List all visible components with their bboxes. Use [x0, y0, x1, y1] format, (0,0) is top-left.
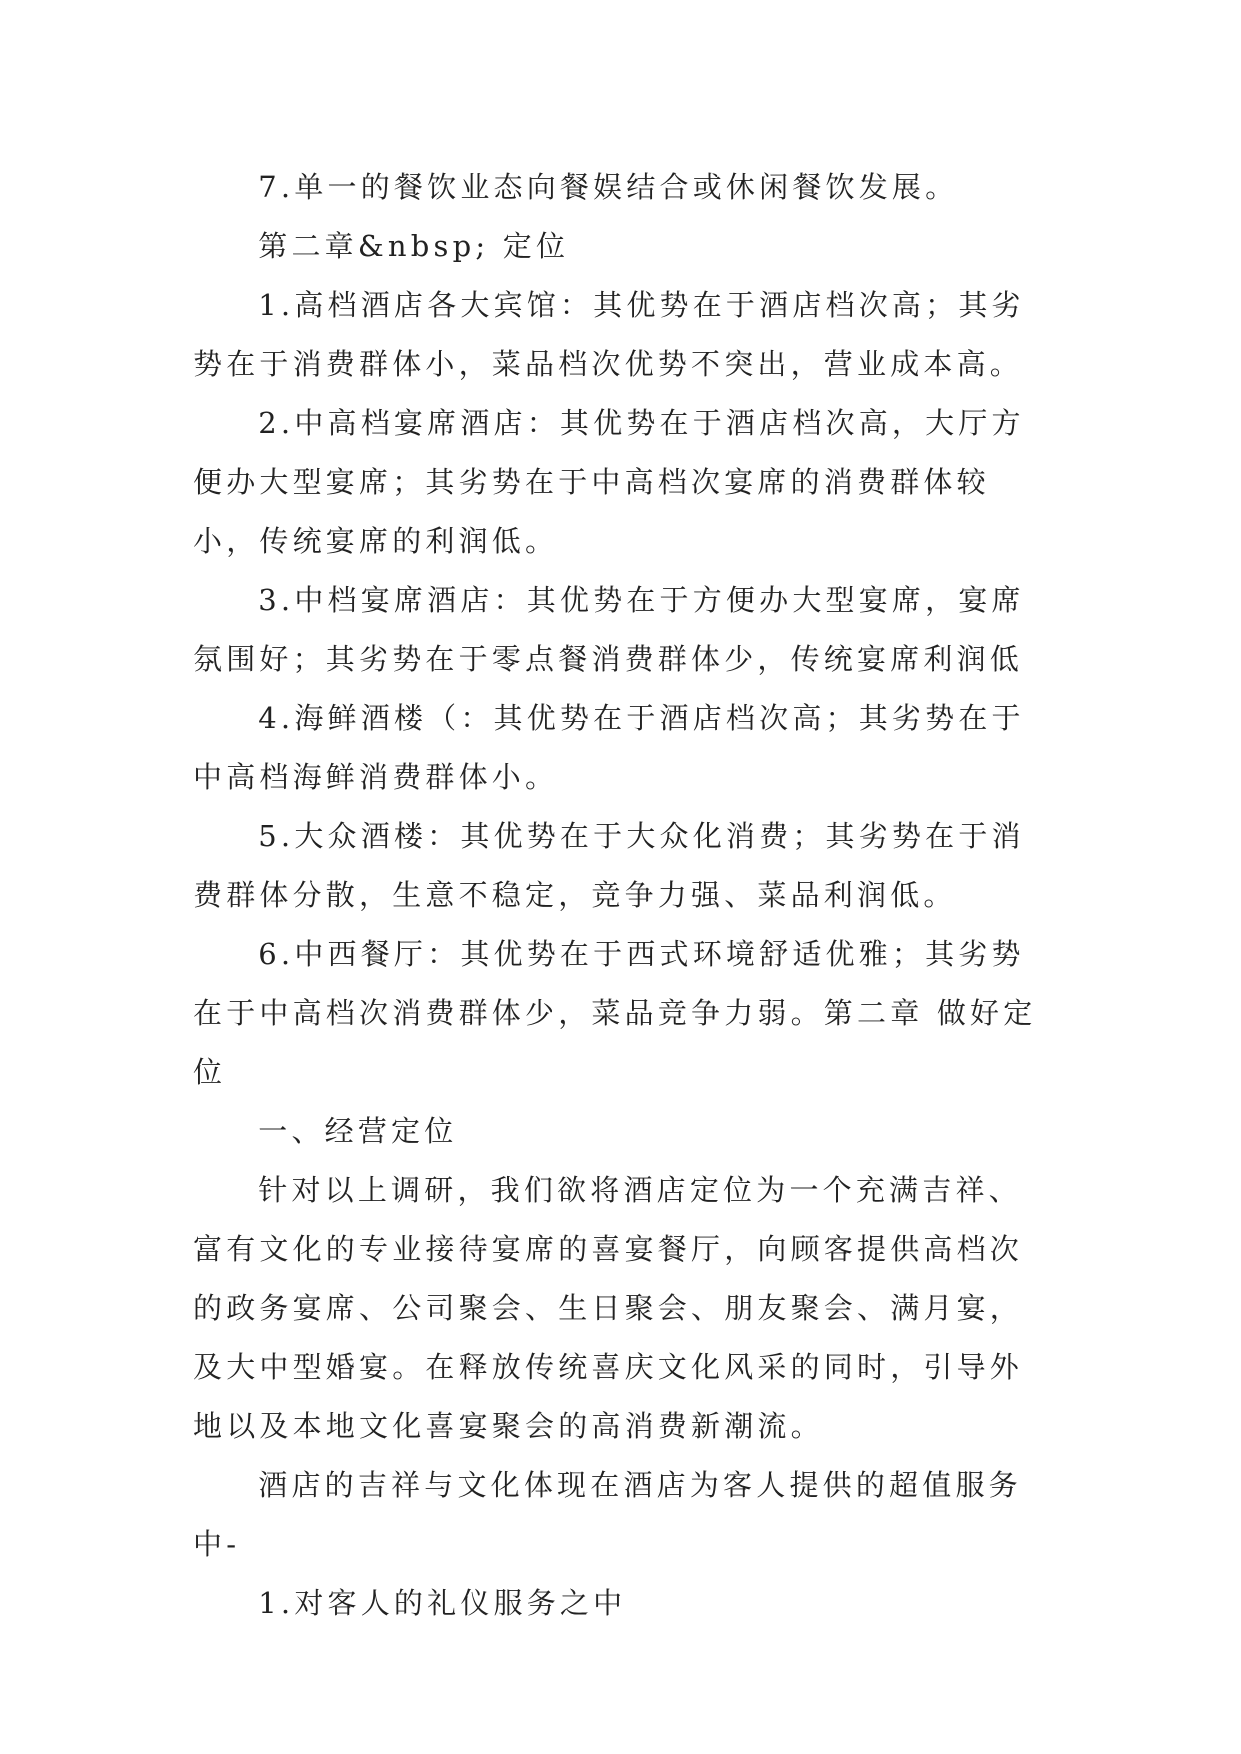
paragraph-value-service: 酒店的吉祥与文化体现在酒店为客人提供的超值服务中-	[193, 1468, 1022, 1561]
chapter-heading-positioning: 第二章&nbsp; 定位	[258, 229, 570, 263]
paragraph-high-end-hotels: 1.高档酒店各大宾馆：其优势在于酒店档次高；其劣势在于消费群体小，菜品档次优势不突出，营业成本高。	[193, 288, 1025, 381]
paragraph-trend-7: 7.单一的餐饮业态向餐娱结合或休闲餐饮发展。	[258, 170, 959, 204]
paragraph-mass-restaurants: 5.大众酒楼：其优势在于大众化消费；其劣势在于消费群体分散，生意不稳定，竞争力强、菜品利润低。	[193, 819, 1025, 912]
section-heading-business-positioning: 一、经营定位	[258, 1114, 458, 1148]
paragraph-positioning-statement: 针对以上调研，我们欲将酒店定位为一个充满吉祥、富有文化的专业接待宴席的喜宴餐厅，向顾客提供高档次的政务宴席、公司聚会、生日聚会、朋友聚会、满月宴，及大中型婚宴。在释放传统喜庆文化风采的同时，引导外地以及本地文化喜宴聚会的高消费新潮流。	[193, 1173, 1024, 1443]
paragraph-mid-banquet-hotels: 3.中档宴席酒店：其优势在于方便办大型宴席，宴席氛围好；其劣势在于零点餐消费群体少，传统宴席利润低	[193, 583, 1025, 676]
paragraph-seafood-restaurants: 4.海鲜酒楼（：其优势在于酒店档次高；其劣势在于中高档海鲜消费群体小。	[193, 701, 1025, 794]
paragraph-etiquette-service: 1.对客人的礼仪服务之中	[258, 1586, 627, 1620]
paragraph-western-restaurants: 6.中西餐厅：其优势在于西式环境舒适优雅；其劣势在于中高档次消费群体少，菜品竞争力弱。第二章 做好定位	[193, 937, 1037, 1089]
document-body	[193, 158, 1055, 1633]
paragraph-mid-high-banquet-hotels: 2.中高档宴席酒店：其优势在于酒店档次高，大厅方便办大型宴席；其劣势在于中高档次宴席的消费群体较小，传统宴席的利润低。	[193, 406, 1025, 558]
